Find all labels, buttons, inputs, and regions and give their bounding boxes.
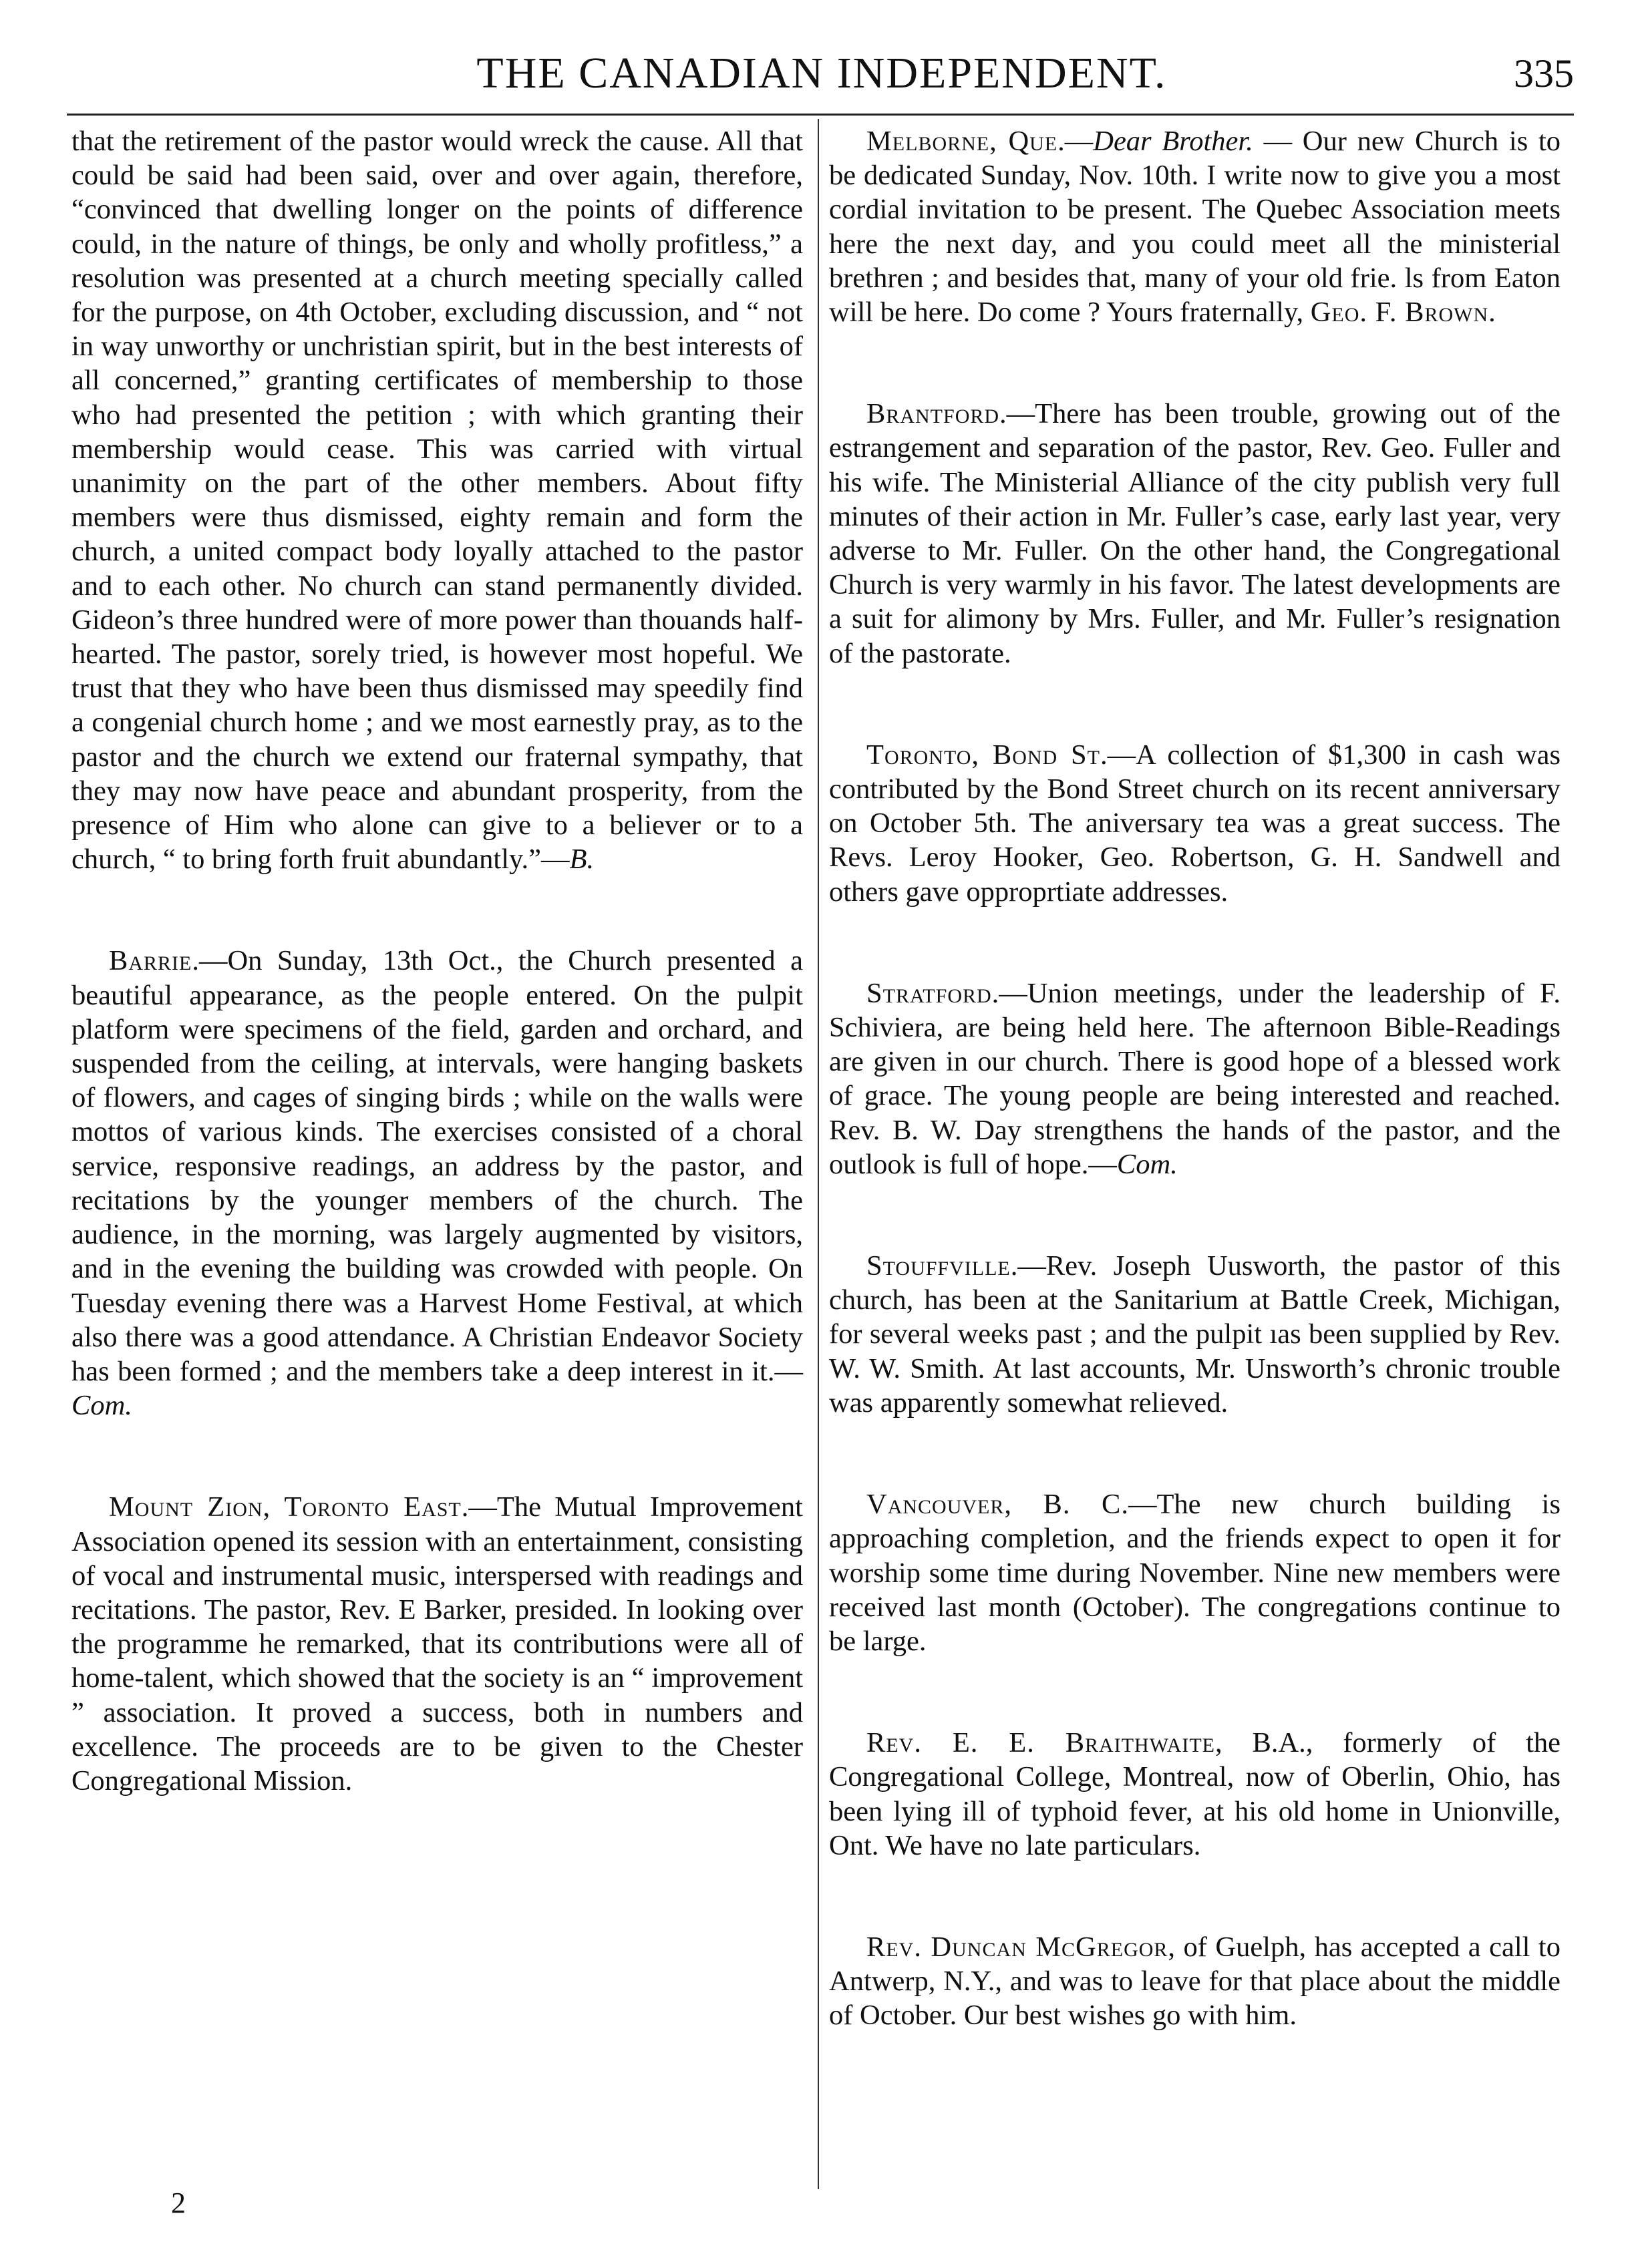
journal-title: THE CANADIAN INDEPENDENT.: [476, 49, 1167, 98]
page-number: 335: [1514, 51, 1574, 96]
item-text: , of Guelph, has accepted a call to Antwerp, N.Y., and was to leave for that place about the middle of October. Our best wishes go with him.: [829, 1931, 1561, 2032]
header-rule: [67, 114, 1574, 116]
left-column: [71, 124, 803, 1798]
item-text: — Our new Church is to be dedicated Sunday, Nov. 10th. I write now to give you a most cordial invitation to be present. The Quebec Association meets here the next day, and you could meet all the ministerial brethren ; and besides that, many of your old frie. ls from Eaton will be here. Do come ? Yours fraternally,: [829, 126, 1561, 329]
news-item-barrie: [71, 944, 803, 1423]
item-heading: Vancouver, B. C: [866, 1489, 1122, 1521]
news-item-stratford: [829, 976, 1561, 1181]
news-item-vancouver: [829, 1487, 1561, 1658]
item-heading: Melborne, Que: [866, 126, 1058, 157]
item-text: .—Union meetings, under the leadership of F. Schiviera, are being held here. The afternoon Bible-Readings are given in our church. There is good hope of a blessed work of grace. The young people are being interested and reached. Rev. B. W. Day strengthens the hands of the pastor, and the outlook is full of hope.—: [829, 977, 1561, 1180]
item-text: .—A collection of $1,300 in cash was contributed by the Bond Street church on its recent anniversary on October 5th. The aniversary tea was a great success. The Revs. Leroy Hooker, Geo. Robertson, G. H. Sandwell and others gave opproprtiate addresses.: [829, 739, 1561, 908]
item-text: .—The Mutual Improvement Association opened its session with an entertainment, consisting of vocal and instrumental music, interspersed with readings and recitations. The pastor, Rev. E Barker, presided. In looking over the programme he remarked, that its contributions were all of home-talent, which showed that the society is an “ improvement ” association. It proved a success, both in numbers and excellence. The proceeds are to be given to the Chester Congregational Mission.: [71, 1491, 803, 1797]
item-heading: Rev. Duncan McGregor: [866, 1931, 1168, 1963]
news-item-brantford: [829, 397, 1561, 671]
item-heading: Stouffville: [866, 1250, 1011, 1282]
item-heading: Rev. E. E. Braithwaite: [866, 1727, 1216, 1759]
item-salutation: Dear Brother.: [1093, 126, 1253, 157]
item-heading: Stratford: [866, 977, 992, 1009]
item-text: .—The new church building is approaching completion, and the friends expect to open it for worship some time during November. Nine new members were received last month (October). The congregations continue to be large.: [829, 1489, 1561, 1657]
item-text: .—Rev. Joseph Uusworth, the pastor of this church, has been at the Sanitarium at Battle Creek, Michigan, for several weeks past ; and the pulpit ıas been supplied by Rev. W. W. Smith. At last accounts, Mr. Unsworth’s chronic trouble was apparently somewhat relieved.: [829, 1250, 1561, 1419]
printer-signature-mark: 2: [171, 2187, 186, 2219]
continued-article-text: that the retirement of the pastor would wreck the cause. All that could be said had been said, over and over again, therefore, “convinced that dwelling longer on the points of difference could, in the nature of things, be only and wholly profitless,” a resolution was presented at a church meeting specially called for the purpose, on 4th October, excluding discussion, and “ not in way unworthy or unchristian spirit, but in the best interests of all concerned,” granting certificates of membership to those who had presented the petition ; with which granting their membership would cease. This was carried with virtual unanimity on the part of the other members. About fifty members were thus dismissed, eighty remain and form the church, a united compact body loyally attached to the pastor and to each other. No church can stand permanently divided. Gideon’s three hundred were of more power than thouands half-hearted. The pastor, sorely tried, is however most hopeful. We trust that they who have been thus dismissed may speedily find a congenial church home ; and we most earnestly pray, as to the pastor and the church we extend our fraternal sympathy, that they may now have peace and abundant prosperity, from the presence of Him who alone can give to a believer or to a church, “ to bring forth fruit abundantly.”—: [71, 126, 803, 876]
column-divider: [818, 119, 819, 2189]
news-item-mcgregor: [829, 1930, 1561, 2033]
news-item-toronto-bond: [829, 738, 1561, 909]
article-signature: B.: [569, 843, 595, 876]
news-item-melborne: Melborne, Que.—Dear Brother. — Our new Church is to be dedicated Sunday, Nov. 10th. I write now to give you a most cordial invitation to be present. The Quebec Association meets here the next day, and you could meet all the ministerial brethren ; and besides that, many of your old frie. ls from Eaton will be here. Do come ? Yours fraternally, Geo. F. Brown.: [829, 126, 1561, 329]
running-header: [69, 41, 1574, 106]
news-item-mount-zion: [71, 1490, 803, 1798]
item-heading: Mount Zion, Toronto East: [109, 1491, 462, 1523]
continued-article: [71, 124, 803, 876]
item-heading: Brantford: [866, 398, 1000, 430]
item-signature: Com.: [1116, 1148, 1178, 1180]
item-signature: Com.: [71, 1390, 132, 1422]
item-heading: Barrie: [109, 945, 192, 977]
item-text: .—On Sunday, 13th Oct., the Church presented a beautiful appearance, as the people entered. On the pulpit platform were specimens of the field, garden and orchard, and suspended from the ceiling, at intervals, were hanging baskets of flowers, and cages of singing birds ; while on the walls were mottos of various kinds. The exercises consisted of a choral service, responsive readings, an address by the pastor, and recitations by the younger members of the church. The audience, in the morning, was largely augmented by visitors, and in the evening the building was crowded with people. On Tuesday evening there was a Harvest Home Festival, at which also there was a good attendance. A Christian Endeavor Society has been formed ; and the members take a deep interest in it.—: [71, 945, 803, 1387]
item-text: , B.A., formerly of the Congregational College, Montreal, now of Oberlin, Ohio, has been lying ill of typhoid fever, at his old home in Unionville, Ont. We have no late particulars.: [829, 1727, 1561, 1861]
news-item-stouffville: [829, 1249, 1561, 1420]
news-item-braithwaite: [829, 1726, 1561, 1863]
item-signer: Geo. F. Brown.: [1310, 297, 1496, 329]
item-text: .—There has been trouble, growing out of the estrangement and separation of the pastor, Rev. Geo. Fuller and his wife. The Ministerial Alliance of the city publish very full minutes of their action in Mr. Fuller’s case, early last year, very adverse to Mr. Fuller. On the other hand, the Congregational Church is very warmly in his favor. The latest developments are a suit for alimony by Mrs. Fuller, and Mr. Fuller’s resignation of the pastorate.: [829, 398, 1561, 669]
item-heading: Toronto, Bond St: [866, 739, 1101, 771]
right-column: [829, 124, 1561, 2033]
